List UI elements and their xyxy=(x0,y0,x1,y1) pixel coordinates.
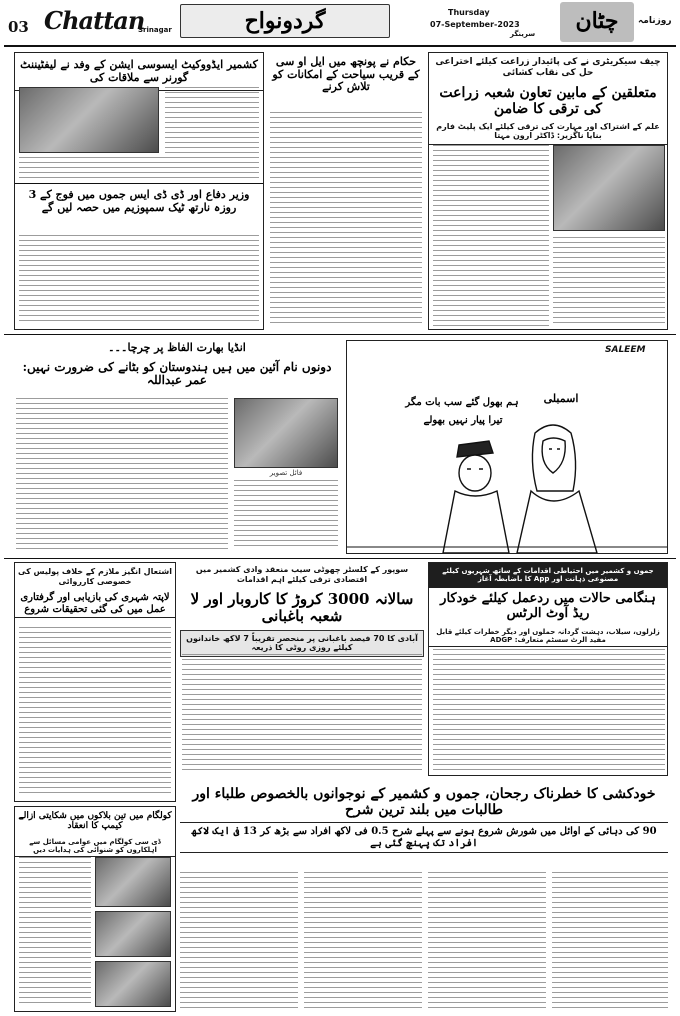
cartoon-drawing xyxy=(347,341,667,553)
cartoon-signature: SALEEM xyxy=(605,345,646,355)
police-headline: لاپتہ شہری کی بازیابی اور گرفتاری عمل میں کی گئی تحقیقات شروع xyxy=(15,590,175,618)
agri-kicker: چیف سیکریٹری نے کی پائیدار زراعت کیلئے اختراعی حل کی نقاب کشائی xyxy=(435,57,661,78)
suicide-text-col-4 xyxy=(552,872,668,1010)
omar-text-left xyxy=(16,398,228,550)
story-advocates xyxy=(14,52,264,330)
defence-headline: وزیر دفاع اور ڈی ڈی ایس جموں میں فوج کے 3 روزہ نارتھ ٹیک سمپوزیم میں حصہ لیں گے xyxy=(28,188,250,214)
omar-photo-caption: فائل تصویر xyxy=(269,469,303,477)
cartoon-panel xyxy=(346,340,668,554)
story-tourism xyxy=(268,52,424,330)
omar-photo xyxy=(234,398,338,468)
suicide-headline: خودکشی کا خطرناک رجحان، جموں و کشمیر کے نوجوانوں بالخصوص طلباء اور طالبات میں بلند ترین شرح xyxy=(192,786,656,819)
right-logo: چٹان xyxy=(575,8,619,34)
cartoon-speech-2: تیرا پیار نہیں بھولے xyxy=(423,415,503,426)
section-banner xyxy=(180,4,390,38)
police-text xyxy=(19,627,171,797)
story-apple xyxy=(180,562,424,776)
advocates-divider xyxy=(15,183,263,184)
story-clinic xyxy=(14,806,176,1012)
advocates-text xyxy=(19,157,259,181)
omar-headline: دونوں نام آئین میں ہیں ہندوستان کو بٹانے کی ضرورت نہیں: عمر عبداللہ xyxy=(22,359,332,388)
advocates-photo xyxy=(19,87,159,153)
disaster-headline: ہنگامی حالات میں ردعمل کیلئے خودکار ریڈ آوٹ الرٹس xyxy=(440,590,656,621)
police-kicker: اشتعال انگیز ملازم کے خلاف پولیس کی خصوصی کارروائی xyxy=(18,567,172,586)
advocates-headline: کشمیر ایڈووکیٹ ایسوسی ایشن کے وفد نے لیفٹیننٹ گورنر سے ملاقات کی xyxy=(15,53,263,91)
clinic-text xyxy=(19,857,91,1007)
cartoon-man-figure xyxy=(443,441,509,553)
agri-headline: متعلقین کے مابین تعاون شعبہ زراعت کی ترقی کا ضامن xyxy=(439,84,657,117)
omar-text-right xyxy=(234,480,338,550)
suicide-sub: 90 کی دہائی کے اوائل میں شورش شروع ہونے سے پہلے شرح 0.5 فی لاکھ افراد سے بڑھ کر 13 فی ایک لاکھ افراد تک پہنچ گئی ہے xyxy=(180,822,668,853)
cartoon-speech-1: ہم بھول گئے سب بات مگر xyxy=(405,397,519,408)
page-number: 03 xyxy=(8,18,29,36)
masthead xyxy=(0,0,680,48)
right-label: روزنامہ xyxy=(638,16,672,26)
right-city: سرینگر xyxy=(510,30,536,38)
apple-text xyxy=(182,654,422,774)
issue-day: Thursday xyxy=(448,8,490,17)
disaster-sub: زلزلوں، سیلاب، دہشت گردانہ حملوں اور دیگر خطرات کیلئے قابل مفید الرٹ سسٹم متعارف: ADGP xyxy=(429,626,667,648)
masthead-rule xyxy=(4,45,676,47)
clinic-photo-3 xyxy=(95,961,171,1007)
story-agriculture xyxy=(428,52,668,330)
suicide-text-col-2 xyxy=(304,872,422,1010)
story-suicide xyxy=(180,780,668,1012)
section-title: گردونواح xyxy=(244,8,326,34)
brand-logo: Chattan xyxy=(44,6,145,35)
defence-text xyxy=(19,235,259,325)
story-police xyxy=(14,562,176,802)
cartoon-woman-figure xyxy=(517,425,597,553)
disaster-kicker: جموں و کشمیر میں احتیاطی اقدامات کے ساتھ شہریوں کیلئے مصنوعی ذہانت اور App کا باضابطہ آغاز xyxy=(429,563,667,588)
agri-text-right xyxy=(553,237,665,327)
agri-photo xyxy=(553,145,665,231)
tourism-text xyxy=(270,112,422,326)
brand-city: Srinagar xyxy=(138,26,172,34)
clinic-photo-2 xyxy=(95,911,171,957)
suicide-text-col-3 xyxy=(428,872,546,1010)
clinic-photo-1 xyxy=(95,857,171,907)
clinic-sub: ڈی سی کولگام میں عوامی مسائل سے اہلکاروں کو شنوائی کی ہدایات دیں xyxy=(15,836,175,858)
advocates-text-right xyxy=(165,87,259,153)
apple-headline: سالانہ 3000 کروڑ کا کاروبار اور لا شعبہ باغبانی xyxy=(190,590,414,626)
right-logo-block xyxy=(560,2,634,42)
suicide-text-col-1 xyxy=(180,872,298,1010)
story-disaster xyxy=(428,562,668,776)
apple-sub: آبادی کا 70 فیصد باغبانی پر منحصر تقریباً 7 لاکھ خاندانوں کیلئے روزی روٹی کا ذریعہ xyxy=(180,630,424,657)
tourism-headline: حکام نے پونچھ میں ایل او سی کے قریب سیاحت کے امکانات کو تلاش کرنے xyxy=(272,55,420,94)
agri-text-left xyxy=(433,145,549,327)
disaster-text xyxy=(433,649,665,773)
agri-sub: علم کے اشتراک اور مہارت کی ترقی کیلئے ایک پلیٹ فارم بنایا ناگزیر: ڈاکٹر ارون مہتا xyxy=(429,119,667,145)
issue-date: 07-September-2023 xyxy=(430,20,520,29)
row-divider-2 xyxy=(4,558,676,559)
story-omar xyxy=(14,340,340,554)
clinic-headline: کولگام میں تین بلاکوں میں شکایتی ازالے کیمپ کا انعقاد xyxy=(18,811,172,832)
apple-kicker: سوپور کے کلسٹر چھوٹی سیب منعقد وادی کشمیر میں اقتصادی ترقی کیلئے اہم اقدامات xyxy=(195,565,409,584)
cartoon-label-left: اسمبلی xyxy=(543,392,579,405)
row-divider-1 xyxy=(4,334,676,335)
omar-kicker: انڈیا بھارت الفاظ پر چرچا۔۔۔ xyxy=(108,341,246,354)
